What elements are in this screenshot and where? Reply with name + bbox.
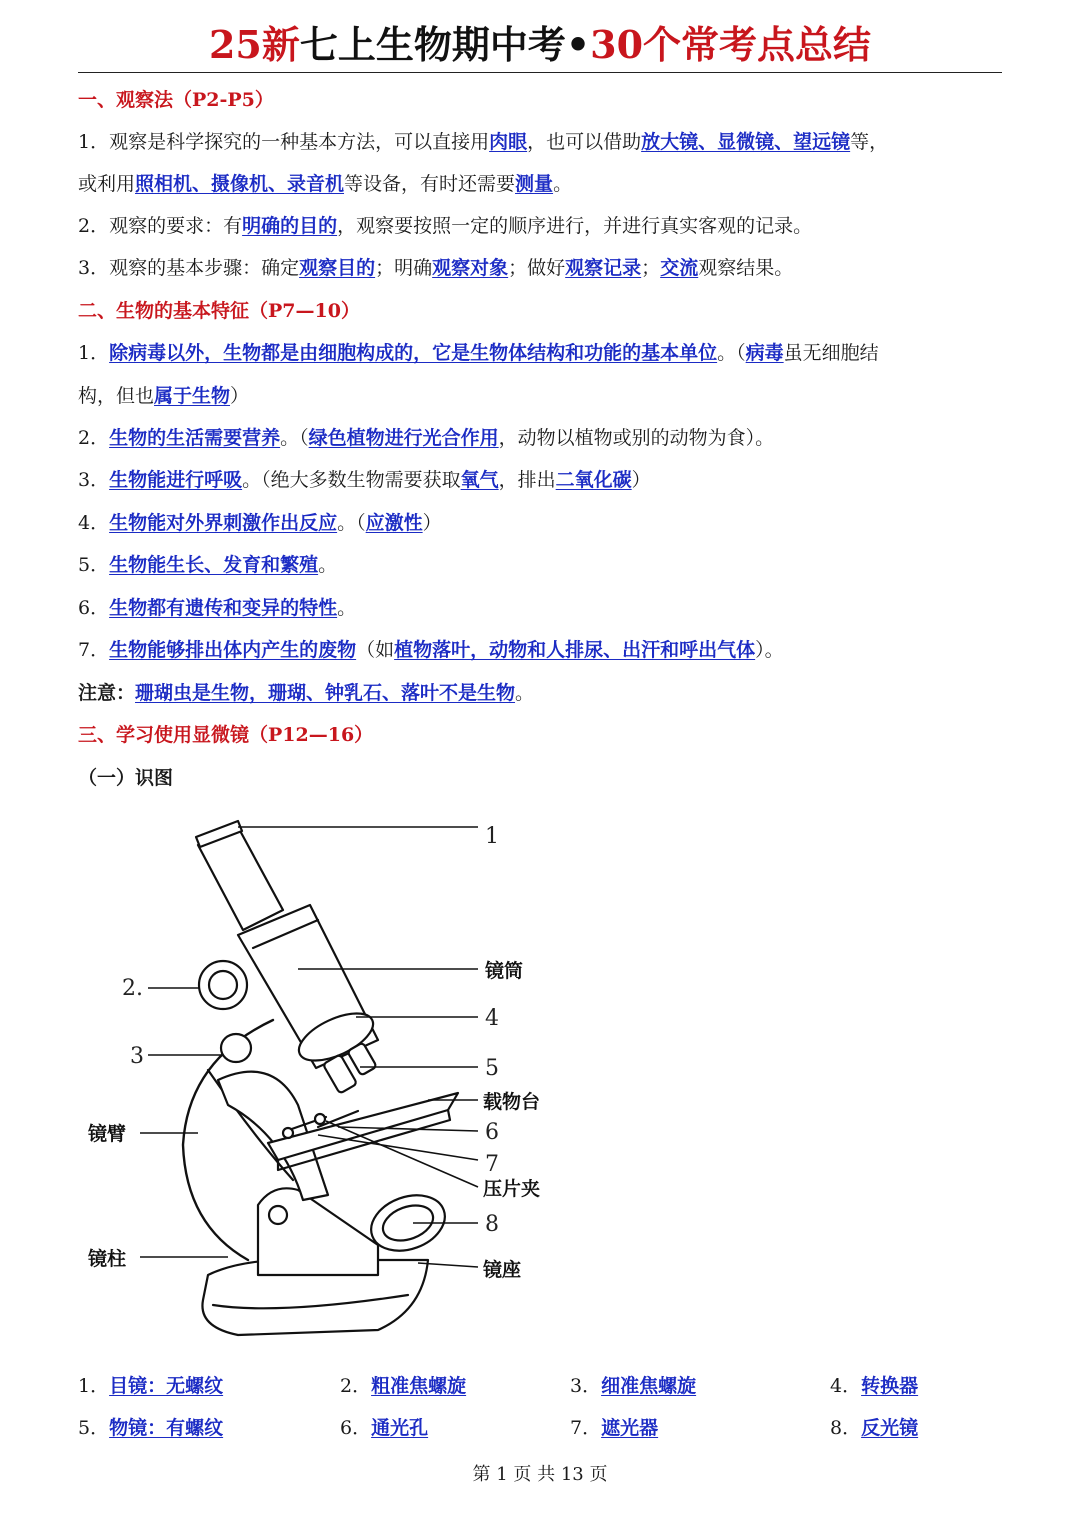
answer-7: 7．遮光器 [570, 1417, 659, 1439]
section-1-line-4: 3．观察的基本步骤：确定观察目的；明确观察对象；做好观察记录；交流观察结果。 [78, 257, 794, 279]
label-7: 7 [485, 1152, 499, 1177]
keyword: 植物落叶，动物和人排尿、出汗和呼出气体 [394, 639, 756, 661]
keyword: 观察记录 [565, 257, 642, 279]
section-1-line-2: 或利用照相机、摄像机、录音机等设备，有时还需要测量。 [78, 173, 573, 195]
section-2-line-3: 2．生物的生活需要营养。（绿色植物进行光合作用，动物以植物或别的动物为食）。 [78, 427, 775, 449]
keyword: 氧气 [460, 469, 499, 491]
fine-knob-shape [221, 1034, 251, 1062]
keyword: 除病毒以外，生物都是由细胞构成的，它是生物体结构和功能的基本单位 [109, 342, 718, 364]
section-3-subheading: （一）识图 [78, 767, 174, 789]
keyword: 二氧化碳 [555, 469, 632, 491]
section-2-heading: 二、生物的基本特征（P7—10） [78, 300, 360, 322]
label-6: 6 [485, 1120, 499, 1145]
section-2-line-4: 3．生物能进行呼吸。（绝大多数生物需要获取氧气，排出二氧化碳） [78, 469, 651, 491]
keyword: 生物能进行呼吸 [109, 469, 243, 491]
keyword: 生物能对外界刺激作出反应 [109, 512, 338, 534]
label-1: 1 [485, 824, 499, 849]
keyword: 属于生物 [154, 385, 231, 407]
label-arm: 镜臂 [88, 1123, 127, 1145]
section-2-note: 注意：珊瑚虫是生物，珊瑚、钟乳石、落叶不是生物。 [78, 682, 535, 704]
section-1-line-1: 1．观察是科学探究的一种基本方法，可以直接用肉眼，也可以借助放大镜、显微镜、望远镜等， [78, 131, 889, 153]
keyword: 病毒 [745, 342, 784, 364]
section-2-line-1: 1．除病毒以外，生物都是由细胞构成的，它是生物体结构和功能的基本单位。（病毒虽无细胞结 [78, 342, 879, 364]
answer-5: 5．物镜：有螺纹 [78, 1417, 224, 1439]
label-pillar: 镜柱 [88, 1248, 127, 1270]
label-tube: 镜筒 [485, 960, 524, 982]
keyword: 生物能够排出体内产生的废物 [109, 639, 357, 661]
keyword: 生物能生长、发育和繁殖 [109, 554, 319, 576]
title-part-2: 七上生物期中考 [299, 22, 566, 67]
label-5: 5 [485, 1056, 499, 1081]
answer-3: 3．细准焦螺旋 [570, 1375, 697, 1397]
keyword: 珊瑚虫是生物，珊瑚、钟乳石、落叶不是生物 [135, 682, 516, 704]
section-2-line-6: 5．生物能生长、发育和繁殖。 [78, 554, 338, 576]
keyword: 明确的目的 [242, 215, 338, 237]
label-4: 4 [485, 1006, 499, 1031]
page-footer: 第 1 页 共 13 页 [472, 1464, 608, 1485]
keyword: 生物都有遗传和变异的特性 [109, 597, 338, 619]
label-3: 3 [130, 1044, 144, 1069]
section-2-line-5: 4．生物能对外界刺激作出反应。（应激性） [78, 512, 442, 534]
title-part-1: 25新 [208, 22, 300, 67]
document-title [0, 20, 1080, 70]
title-bullet: • [565, 22, 591, 67]
section-2-line-8: 7．生物能够排出体内产生的废物（如植物落叶，动物和人排尿、出汗和呼出气体）。 [78, 639, 784, 661]
title-part-4: 30个常考点总结 [590, 22, 872, 67]
keyword: 观察目的 [299, 257, 376, 279]
microscope-diagram [78, 805, 558, 1350]
microscope-pillar-shape [258, 1188, 378, 1275]
keyword: 交流 [660, 257, 699, 279]
keyword: 照相机、摄像机、录音机 [135, 173, 345, 195]
label-stage: 载物台 [483, 1091, 541, 1113]
keyword: 测量 [515, 173, 554, 195]
answer-1: 1．目镜：无螺纹 [78, 1375, 224, 1397]
keyword: 生物的生活需要营养 [109, 427, 281, 449]
section-2-line-7: 6．生物都有遗传和变异的特性。 [78, 597, 357, 619]
title-rule [78, 72, 1002, 73]
section-3-heading: 三、学习使用显微镜（P12—16） [78, 724, 374, 746]
keyword: 观察对象 [432, 257, 509, 279]
answer-6: 6．通光孔 [340, 1417, 429, 1439]
label-8: 8 [485, 1212, 499, 1237]
keyword: 肉眼 [489, 131, 528, 153]
keyword: 绿色植物进行光合作用 [308, 427, 499, 449]
label-clip: 压片夹 [483, 1178, 541, 1200]
keyword: 应激性 [365, 512, 423, 534]
answer-8: 8．反光镜 [830, 1417, 919, 1439]
section-1-line-3: 2．观察的要求：有明确的目的，观察要按照一定的顺序进行，并进行真实客观的记录。 [78, 215, 813, 237]
answer-2: 2．粗准焦螺旋 [340, 1375, 467, 1397]
label-2: 2. [122, 976, 143, 1001]
keyword: 放大镜、显微镜、望远镜 [641, 131, 851, 153]
section-1-heading: 一、观察法（P2-P5） [78, 89, 274, 111]
answer-4: 4．转换器 [830, 1375, 919, 1397]
label-base: 镜座 [483, 1259, 522, 1281]
section-2-line-2: 构，但也属于生物） [78, 385, 250, 407]
